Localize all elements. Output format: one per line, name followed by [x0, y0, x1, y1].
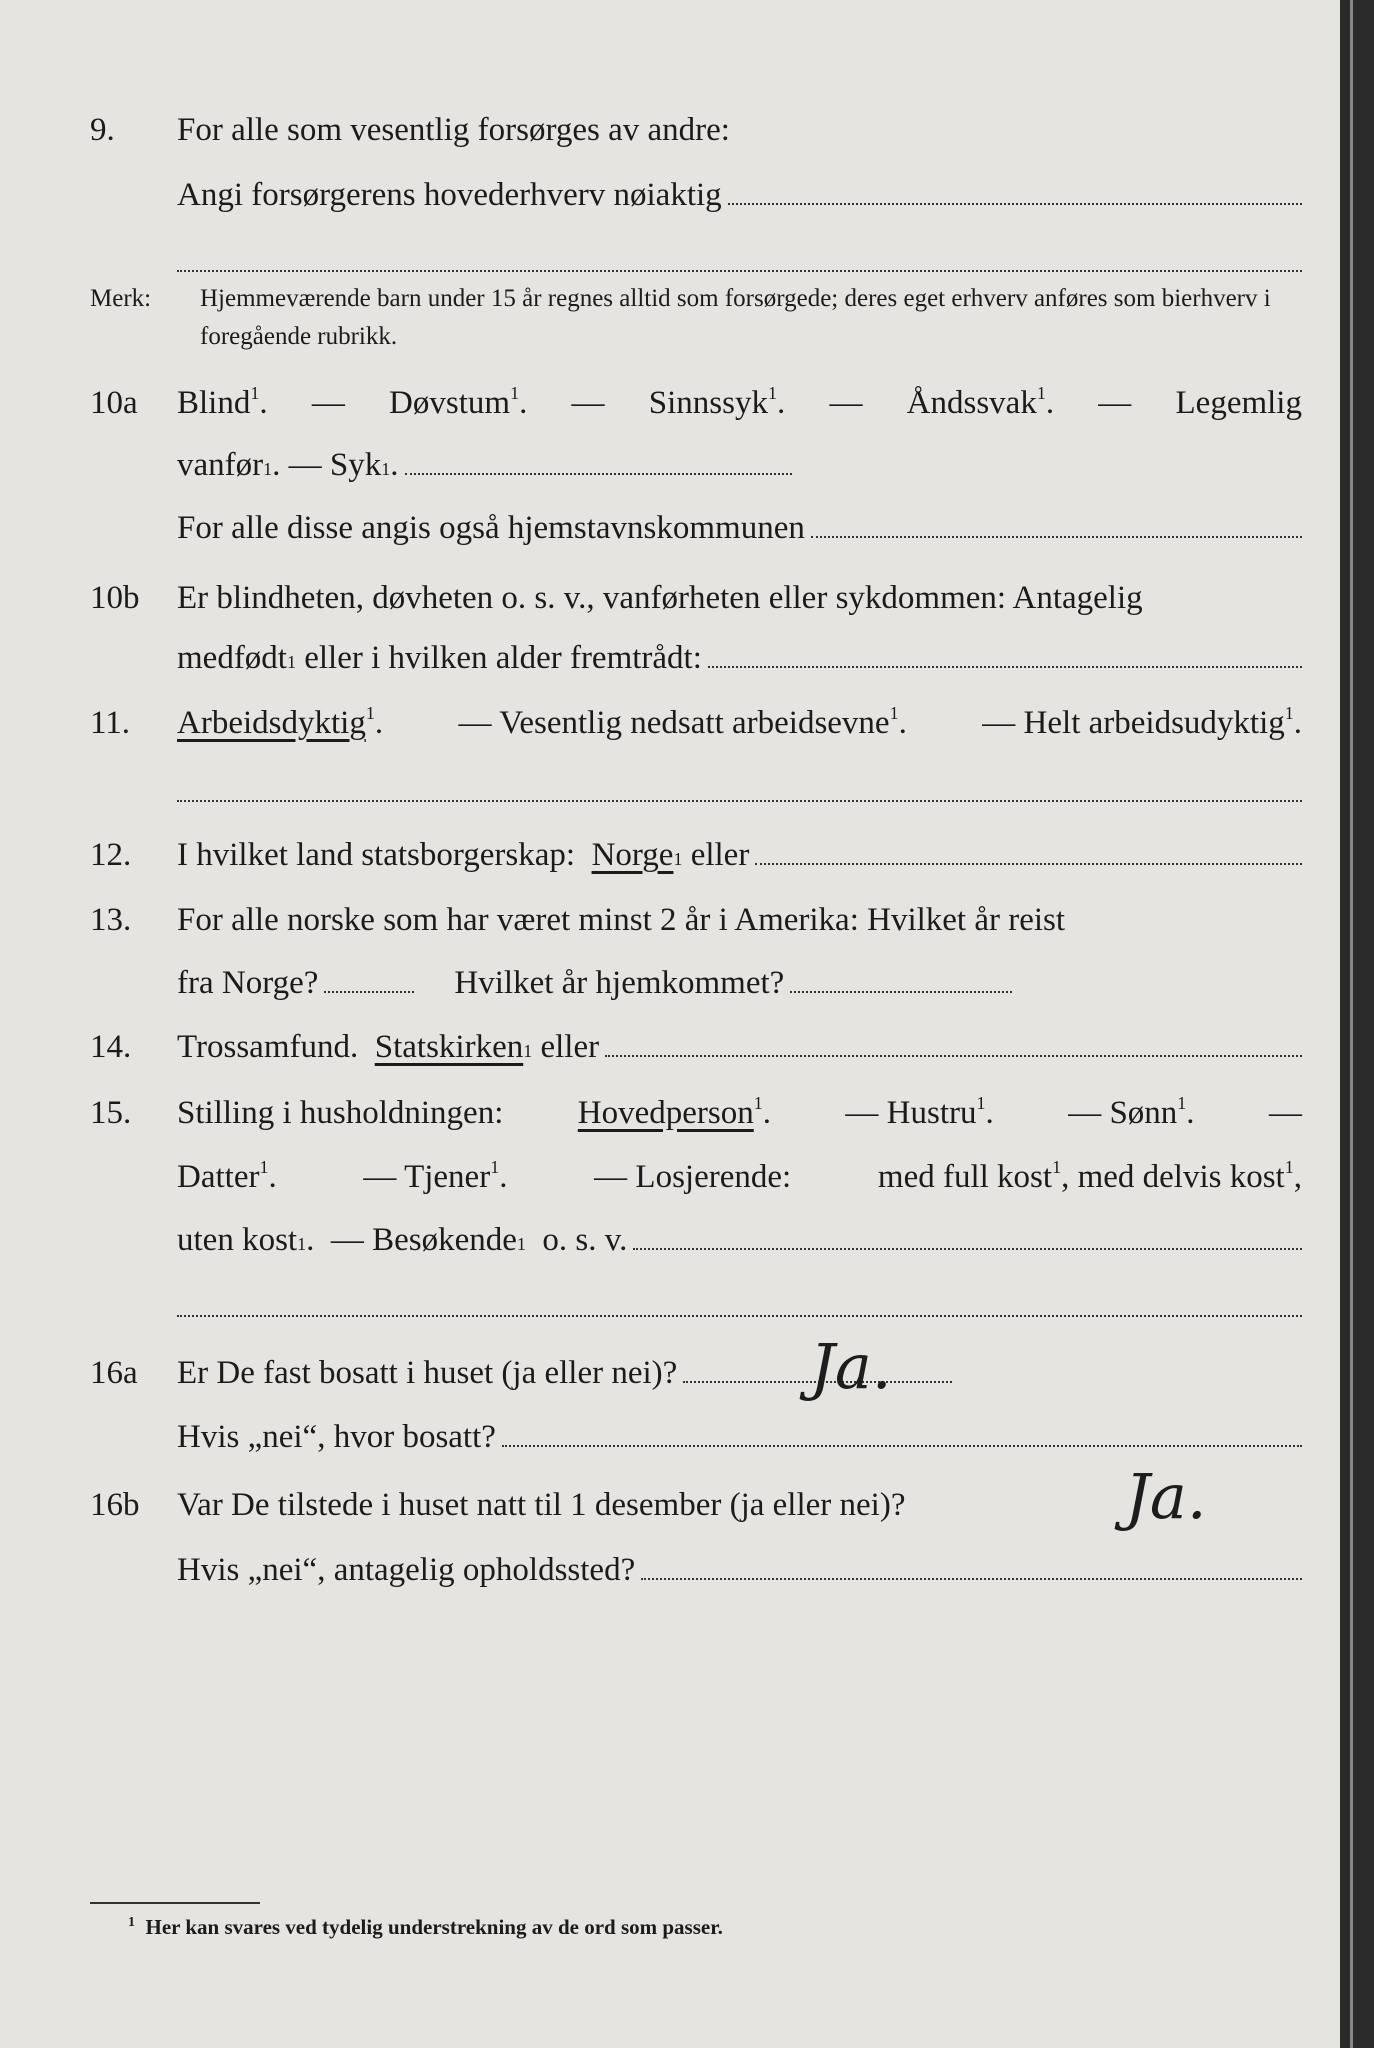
option-norge[interactable]: Norge — [591, 837, 674, 873]
question-text: Er blindheten, døvheten o. s. v., vanførheten eller sykdommen: Antagelig — [177, 580, 1143, 616]
question-11-row: 11. Arbeidsdyktig$^1$. — Vesentlig nedsatt arbeidsevne$^1$. — Helt arbeidsudyktig$^1$. — [0, 698, 1352, 748]
merk-text: Hjemmeværende barn under 15 år regnes alltid som forsørgede; deres eget erhverv anføres som bierhverv i foregående rubrikk. — [200, 285, 1271, 350]
question-10a-row-3 — [0, 503, 1352, 553]
question-10a-row: 10a Blind$^1$. — Døvstum$^1$. — Sinnssyk$^1$. — Åndssvak$^1$. — Legemlig — [0, 378, 1352, 428]
answer-line[interactable] — [811, 504, 1302, 538]
answer-line[interactable] — [708, 634, 1302, 668]
question-text: Er De fast bosatt i huset (ja eller nei)? — [177, 1355, 678, 1391]
question-text: For alle disse angis også hjemstavnskommunen — [177, 510, 805, 546]
footnote-rule — [90, 1902, 260, 1904]
question-number: 10b — [90, 580, 140, 616]
question-15-row: 15. Stilling i husholdningen: Hovedperson$^1$. — Hustru$^1$. — Sønn$^1$. — — [0, 1088, 1352, 1138]
option-delvis-kost[interactable]: , med delvis kost — [1061, 1159, 1285, 1195]
answer-line[interactable] — [502, 1413, 1302, 1447]
option-sonn[interactable]: — Sønn — [1068, 1095, 1178, 1131]
option-besokende[interactable]: — Besøkende — [330, 1222, 517, 1258]
answer-line[interactable] — [633, 1216, 1302, 1250]
question-text: Trossamfund. — [177, 1029, 359, 1065]
option-arbeidsdyktig[interactable]: Arbeidsdyktig — [177, 705, 366, 741]
question-12-row: 12. I hvilket land statsborgerskap: Norge 1 eller — [0, 830, 1352, 880]
option-vanfor[interactable]: vanfør — [177, 447, 264, 483]
option-blind[interactable]: Blind — [177, 385, 251, 421]
question-text: Hvilket år hjemkommet? — [454, 965, 785, 1001]
question-number: 10a — [90, 385, 138, 421]
question-number: 12. — [90, 837, 132, 873]
question-10b-row — [0, 573, 1352, 623]
option-nedsatt-arbeidsevne[interactable]: — Vesentlig nedsatt arbeidsevne — [458, 705, 890, 741]
question-number: 14. — [90, 1029, 132, 1065]
question-16a-row-2 — [0, 1412, 1352, 1462]
question-9-row — [0, 105, 1352, 155]
answer-line[interactable] — [324, 959, 414, 993]
footnote — [128, 1915, 723, 1940]
question-10b-row-2: medfødt 1 eller i hvilken alder fremtrådt: — [0, 633, 1352, 683]
option-hustru[interactable]: — Hustru — [845, 1095, 977, 1131]
answer-line[interactable] — [405, 441, 793, 475]
option-hovedperson[interactable]: Hovedperson — [577, 1095, 754, 1131]
question-number: 11. — [90, 705, 131, 741]
question-number: 16a — [90, 1355, 138, 1391]
handwritten-answer: Ja. — [810, 1330, 892, 1403]
question-text: Stilling i husholdningen: — [177, 1095, 504, 1131]
question-text: For alle som vesentlig forsørges av andre: — [177, 112, 730, 148]
option-sinnssyk[interactable]: Sinnssyk — [648, 385, 768, 421]
option-full-kost[interactable]: med full kost — [877, 1159, 1053, 1195]
question-number: 16b — [90, 1487, 140, 1523]
question-text: I hvilket land statsborgerskap: — [177, 837, 576, 873]
question-number: 13. — [90, 902, 132, 938]
answer-line[interactable] — [755, 831, 1302, 865]
question-text: fra Norge? — [177, 965, 319, 1001]
answer-line[interactable] — [177, 1315, 1302, 1317]
footnote-mark: 1 — [128, 1915, 135, 1930]
answer-line[interactable] — [728, 171, 1302, 205]
question-15-row-3: uten kost 1 . — Besøkende 1 o. s. v. — [0, 1215, 1352, 1265]
question-number: 15. — [90, 1095, 132, 1131]
option-medfodt[interactable]: medfødt — [177, 640, 287, 676]
option-uten-kost[interactable]: uten kost — [177, 1222, 298, 1258]
question-16a-row — [0, 1348, 1352, 1398]
question-13-row-2 — [0, 958, 1352, 1008]
answer-line[interactable] — [790, 959, 1012, 993]
question-text: — Losjerende: — [594, 1159, 792, 1195]
question-9-occupation-row — [0, 170, 1352, 220]
answer-line[interactable] — [641, 1546, 1302, 1580]
answer-line[interactable] — [177, 270, 1302, 272]
question-14-row: 14. Trossamfund. Statskirken 1 eller — [0, 1022, 1352, 1072]
option-tjener[interactable]: — Tjener — [363, 1159, 491, 1195]
scan-edge — [1340, 0, 1374, 2048]
option-legemlig[interactable]: Legemlig — [1175, 385, 1302, 421]
question-text: Angi forsørgerens hovederhverv nøiaktig — [177, 177, 722, 213]
option-syk[interactable]: — Syk — [288, 447, 382, 483]
question-text: Hvis „nei“, antagelig opholdssted? — [177, 1552, 636, 1588]
question-16b-row-2 — [0, 1545, 1352, 1595]
option-statskirken[interactable]: Statskirken — [374, 1029, 524, 1065]
question-text: Hvis „nei“, hvor bosatt? — [177, 1419, 496, 1455]
question-text: Var De tilstede i huset natt til 1 desember (ja eller nei)? — [177, 1487, 906, 1523]
question-text: eller i hvilken alder fremtrådt: — [304, 640, 702, 676]
option-andssvak[interactable]: Åndssvak — [906, 385, 1037, 421]
option-arbeidsudyktig[interactable]: — Helt arbeidsudyktig — [982, 705, 1285, 741]
scan-edge-line — [1350, 0, 1353, 2048]
question-10a-row-2: vanfør 1 . — Syk 1 . — [0, 440, 1352, 490]
merk-label: Merk: — [90, 285, 152, 312]
question-number: 9. — [90, 112, 115, 148]
handwritten-answer: Ja. — [1125, 1460, 1207, 1533]
option-dovstum[interactable]: Døvstum — [389, 385, 511, 421]
answer-line[interactable] — [605, 1023, 1302, 1057]
answer-line[interactable] — [177, 800, 1302, 802]
question-text: For alle norske som har været minst 2 år i Amerika: Hvilket år reist — [177, 902, 1066, 938]
question-13-row — [0, 895, 1352, 945]
footnote-text: Her kan svares ved tydelig understrekning av de ord som passer. — [145, 1915, 723, 1939]
question-15-row-2: Datter$^1$. — Tjener$^1$. — Losjerende: med full kost$^1$, med delvis kost$^1$, — [0, 1152, 1352, 1202]
option-datter[interactable]: Datter — [177, 1159, 260, 1195]
